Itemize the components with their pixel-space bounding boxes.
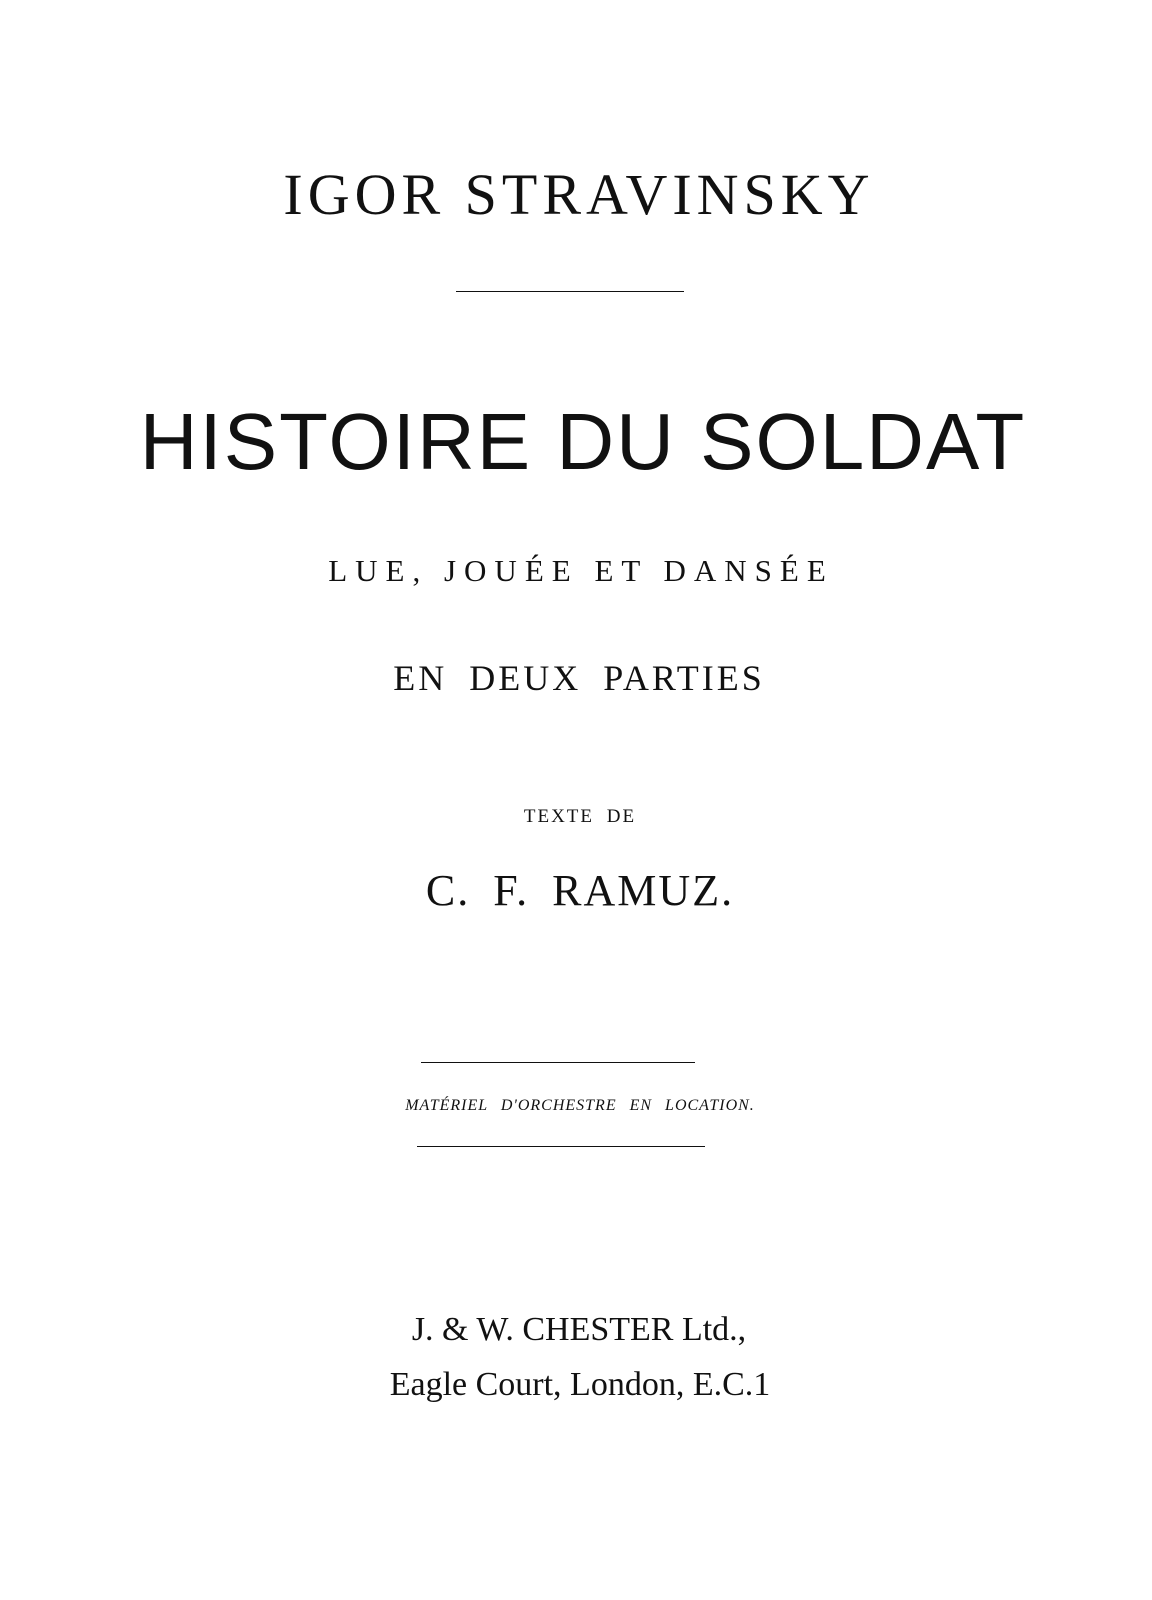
divider-rule bbox=[417, 1146, 705, 1147]
publisher-address: Eagle Court, London, E.C.1 bbox=[389, 1366, 771, 1403]
subtitle-line-1: LUE, JOUÉE ET DANSÉE bbox=[328, 553, 834, 588]
work-title: HISTOIRE DU SOLDAT bbox=[139, 397, 1027, 486]
divider-rule bbox=[421, 1062, 695, 1063]
text-by-label: TEXTE DE bbox=[523, 806, 637, 827]
divider-rule bbox=[456, 291, 684, 292]
subtitle-line-2: EN DEUX PARTIES bbox=[393, 658, 765, 698]
author-name: C. F. RAMUZ. bbox=[425, 866, 735, 915]
publisher-name: J. & W. CHESTER Ltd., bbox=[411, 1311, 747, 1348]
rental-note: MATÉRIEL D'ORCHESTRE EN LOCATION. bbox=[405, 1097, 755, 1114]
composer-name: IGOR STRAVINSKY bbox=[283, 162, 875, 227]
